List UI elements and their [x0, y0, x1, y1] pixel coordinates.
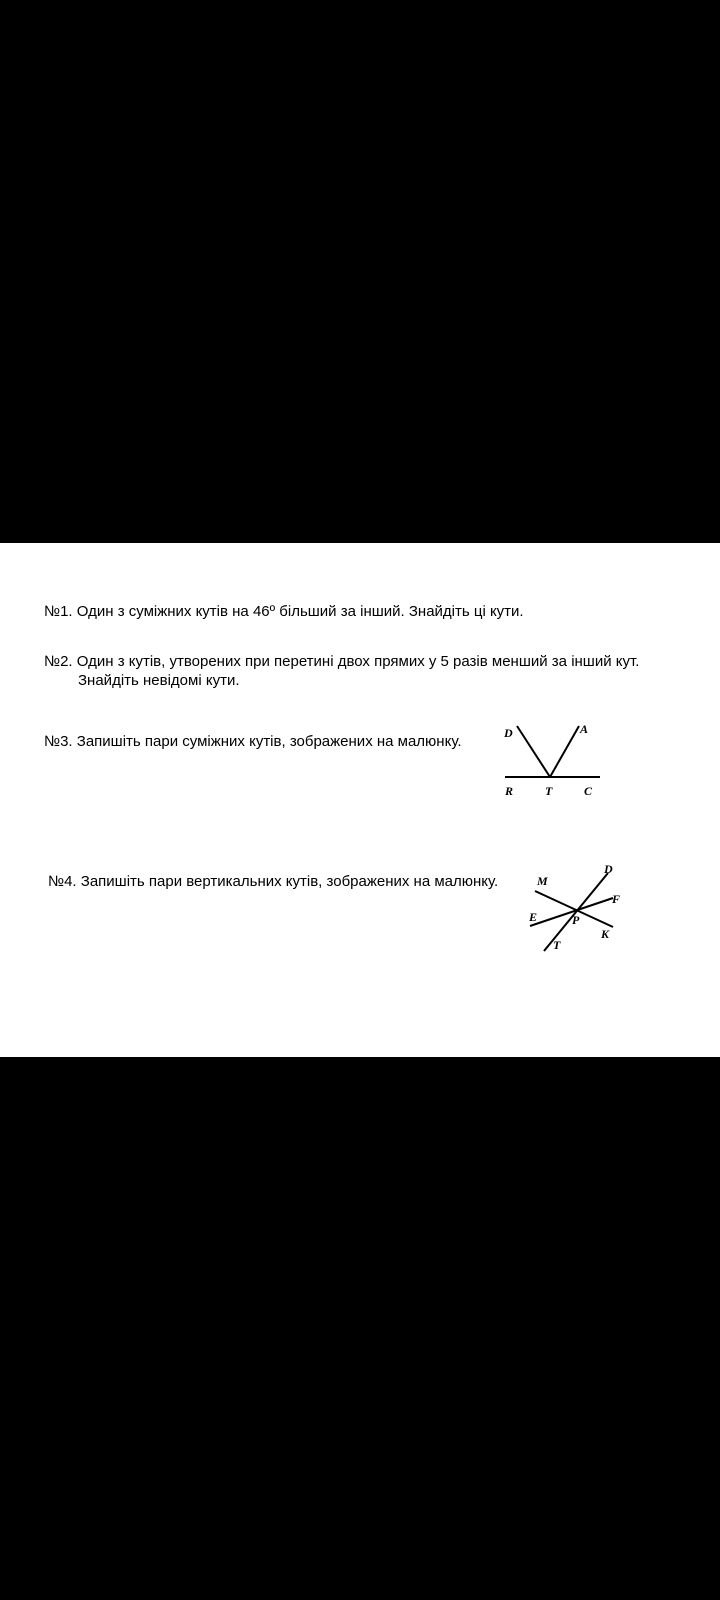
label-c: C	[584, 784, 593, 798]
label-f: F	[612, 892, 621, 906]
label-d: D	[604, 862, 613, 876]
task-4-text: №4. Запишіть пари вертикальних кутів, зображених на малюнку.	[48, 873, 499, 890]
label-a: A	[580, 722, 589, 736]
label-d: D	[504, 726, 513, 740]
ray-ta	[550, 726, 579, 777]
label-t: T	[545, 784, 553, 798]
vertical-angles-figure	[530, 863, 640, 958]
label-e: E	[529, 910, 538, 924]
label-k: K	[601, 927, 610, 941]
task-3-text: №3. Запишіть пари суміжних кутів, зображених на малюнку.	[44, 733, 462, 750]
ray-td	[517, 726, 550, 777]
label-t: T	[553, 938, 561, 952]
task-2-line-1: №2. Один з кутів, утворених при перетині двох прямих у 5 разів менший за інший кут.	[44, 653, 640, 670]
adjacent-angles-figure	[505, 723, 615, 813]
label-p: P	[572, 913, 580, 927]
task-2-text	[44, 653, 639, 691]
label-m: M	[537, 874, 548, 888]
label-r: R	[505, 784, 514, 798]
task-1-text: №1. Один з суміжних кутів на 46º більший за інший. Знайдіть ці кути.	[44, 603, 524, 620]
document-page	[0, 543, 720, 1057]
task-2-line-2: Знайдіть невідомі кути.	[78, 671, 240, 689]
